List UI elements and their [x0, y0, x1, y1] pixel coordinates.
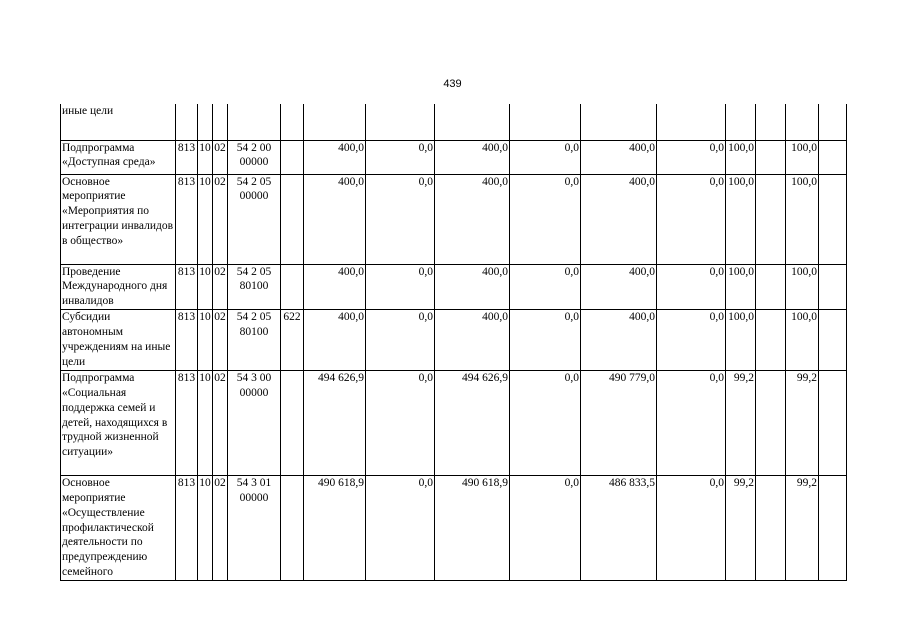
- table-row: [61, 310, 847, 371]
- cell-vr: [281, 475, 304, 580]
- cell-name: Проведение Международного дня инвалидов: [61, 264, 176, 310]
- cell-v5: 486 833,5: [581, 475, 657, 580]
- cell-v5: [581, 104, 657, 140]
- cell-p1: [726, 104, 756, 140]
- cell-v6: 0,0: [657, 174, 726, 264]
- cell-v1: [304, 104, 366, 140]
- cell-v1: 400,0: [304, 140, 366, 174]
- cell-v1: 490 618,9: [304, 475, 366, 580]
- cell-csr: 54 2 00 00000: [228, 140, 281, 174]
- cell-v4: 0,0: [510, 370, 581, 475]
- cell-grbs: 813: [176, 140, 198, 174]
- cell-empty: [756, 370, 786, 475]
- cell-vr: [281, 174, 304, 264]
- cell-vr: [281, 370, 304, 475]
- cell-grbs: 813: [176, 264, 198, 310]
- cell-rz: 10: [198, 475, 213, 580]
- cell-rz: 10: [198, 140, 213, 174]
- cell-p2: 99,2: [786, 370, 819, 475]
- cell-v3: 400,0: [435, 140, 510, 174]
- cell-pr: 02: [213, 264, 228, 310]
- cell-name: Основное мероприятие «Осуществление профилактической деятельности по предупреждению семейного: [61, 475, 176, 580]
- cell-v5: 400,0: [581, 140, 657, 174]
- cell-v2: [366, 104, 435, 140]
- cell-grbs: [176, 104, 198, 140]
- cell-v3: 400,0: [435, 174, 510, 264]
- cell-v5: 490 779,0: [581, 370, 657, 475]
- cell-v5: 400,0: [581, 310, 657, 371]
- cell-empty: [756, 174, 786, 264]
- cell-grbs: 813: [176, 174, 198, 264]
- page-number: 439: [443, 78, 462, 90]
- cell-rz: 10: [198, 310, 213, 371]
- cell-v5: 400,0: [581, 174, 657, 264]
- cell-pr: 02: [213, 174, 228, 264]
- cell-v6: 0,0: [657, 140, 726, 174]
- table-row: [61, 264, 847, 310]
- cell-p1: 100,0: [726, 310, 756, 371]
- cell-pr: 02: [213, 140, 228, 174]
- cell-v2: 0,0: [366, 370, 435, 475]
- cell-rz: 10: [198, 174, 213, 264]
- cell-pr: 02: [213, 370, 228, 475]
- cell-v1: 400,0: [304, 174, 366, 264]
- cell-v6: 0,0: [657, 475, 726, 580]
- cell-v3: [435, 104, 510, 140]
- cell-v4: [510, 104, 581, 140]
- cell-vr: [281, 104, 304, 140]
- cell-empty: [756, 264, 786, 310]
- cell-p1: 100,0: [726, 140, 756, 174]
- cell-csr: 54 2 05 00000: [228, 174, 281, 264]
- cell-pr: 02: [213, 475, 228, 580]
- cell-pr: [213, 104, 228, 140]
- cell-name: Подпрограмма «Социальная поддержка семей и детей, находящихся в трудной жизненной ситуации»: [61, 370, 176, 475]
- cell-vr: [281, 264, 304, 310]
- cell-v6: [657, 104, 726, 140]
- table-row: [61, 370, 847, 475]
- cell-empty: [756, 310, 786, 371]
- table-row: [61, 104, 847, 140]
- cell-v6: 0,0: [657, 310, 726, 371]
- cell-v3: 490 618,9: [435, 475, 510, 580]
- table-body: [61, 104, 847, 581]
- cell-v6: 0,0: [657, 264, 726, 310]
- cell-rz: 10: [198, 264, 213, 310]
- cell-name: Подпрограмма «Доступная среда»: [61, 140, 176, 174]
- cell-p2: 100,0: [786, 174, 819, 264]
- cell-p1: 99,2: [726, 475, 756, 580]
- cell-pr: 02: [213, 310, 228, 371]
- cell-v1: 400,0: [304, 264, 366, 310]
- cell-empty: [756, 104, 786, 140]
- cell-empty: [819, 370, 847, 475]
- cell-v3: 400,0: [435, 310, 510, 371]
- cell-empty: [819, 264, 847, 310]
- cell-p2: 100,0: [786, 310, 819, 371]
- cell-name: Субсидии автономным учреждениям на иные цели: [61, 310, 176, 371]
- cell-v4: 0,0: [510, 140, 581, 174]
- cell-p2: 100,0: [786, 140, 819, 174]
- table-row: [61, 174, 847, 264]
- cell-empty: [819, 104, 847, 140]
- cell-vr: [281, 140, 304, 174]
- cell-p2: 99,2: [786, 475, 819, 580]
- cell-v6: 0,0: [657, 370, 726, 475]
- table-row: [61, 140, 847, 174]
- cell-v3: 494 626,9: [435, 370, 510, 475]
- cell-empty: [819, 475, 847, 580]
- cell-p2: [786, 104, 819, 140]
- cell-rz: 10: [198, 370, 213, 475]
- cell-v2: 0,0: [366, 140, 435, 174]
- cell-v4: 0,0: [510, 264, 581, 310]
- cell-v5: 400,0: [581, 264, 657, 310]
- cell-empty: [756, 475, 786, 580]
- cell-v4: 0,0: [510, 475, 581, 580]
- cell-empty: [819, 174, 847, 264]
- cell-name: Основное мероприятие «Мероприятия по интеграции инвалидов в общество»: [61, 174, 176, 264]
- cell-csr: 54 3 00 00000: [228, 370, 281, 475]
- cell-p1: 100,0: [726, 264, 756, 310]
- cell-v1: 494 626,9: [304, 370, 366, 475]
- cell-v2: 0,0: [366, 264, 435, 310]
- cell-grbs: 813: [176, 370, 198, 475]
- cell-csr: [228, 104, 281, 140]
- cell-v2: 0,0: [366, 475, 435, 580]
- cell-p1: 100,0: [726, 174, 756, 264]
- cell-v4: 0,0: [510, 174, 581, 264]
- cell-p1: 99,2: [726, 370, 756, 475]
- cell-grbs: 813: [176, 475, 198, 580]
- cell-csr: 54 2 05 80100: [228, 310, 281, 371]
- cell-p2: 100,0: [786, 264, 819, 310]
- cell-name: иные цели: [61, 104, 176, 140]
- cell-rz: [198, 104, 213, 140]
- cell-v3: 400,0: [435, 264, 510, 310]
- cell-empty: [819, 310, 847, 371]
- cell-csr: 54 3 01 00000: [228, 475, 281, 580]
- cell-grbs: 813: [176, 310, 198, 371]
- cell-v2: 0,0: [366, 174, 435, 264]
- cell-v2: 0,0: [366, 310, 435, 371]
- table-row: [61, 475, 847, 580]
- cell-empty: [819, 140, 847, 174]
- budget-table: [60, 104, 847, 581]
- cell-v1: 400,0: [304, 310, 366, 371]
- cell-vr: 622: [281, 310, 304, 371]
- cell-v4: 0,0: [510, 310, 581, 371]
- cell-csr: 54 2 05 80100: [228, 264, 281, 310]
- cell-empty: [756, 140, 786, 174]
